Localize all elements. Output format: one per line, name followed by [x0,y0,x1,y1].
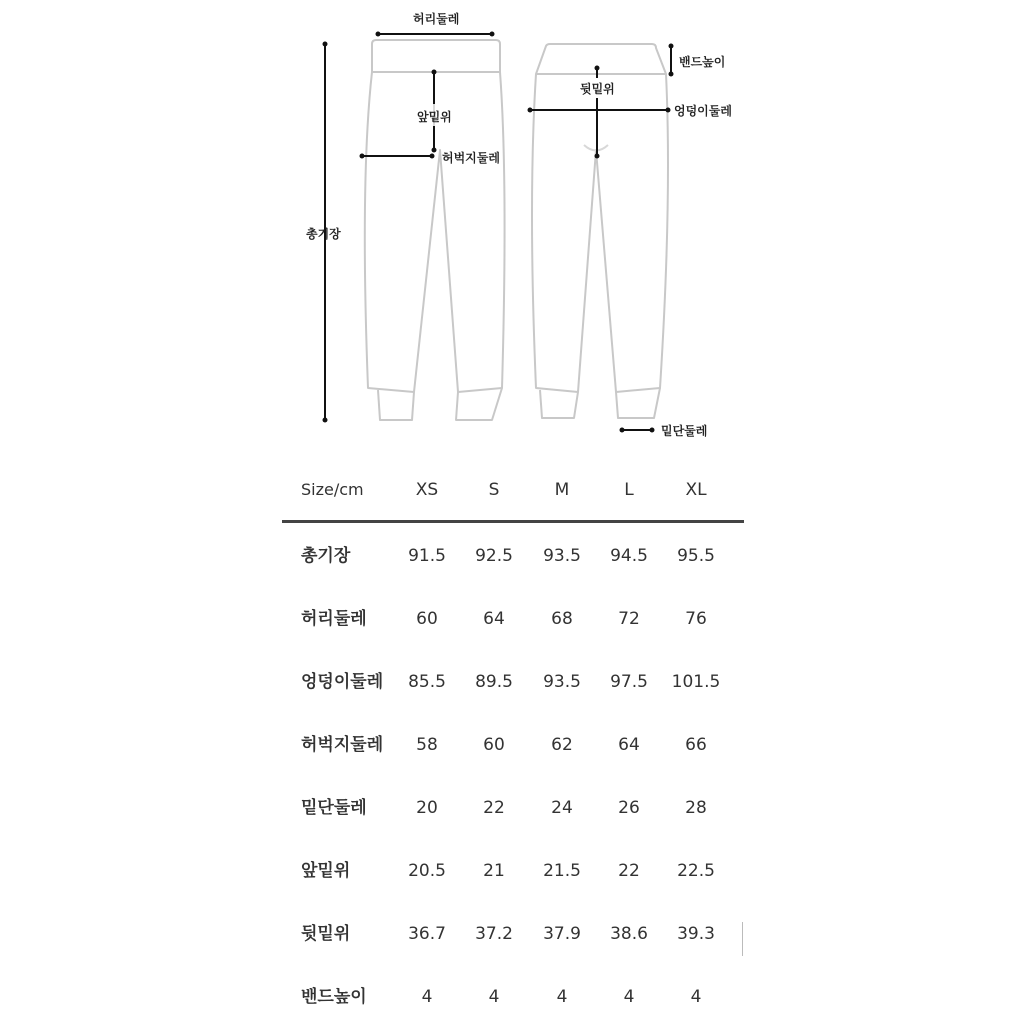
table-cell: 66 [685,735,707,755]
total-length-label: 총기장 [306,227,341,241]
back-view-pants [532,44,668,418]
table-cell: 91.5 [408,546,446,566]
table-cell: 64 [483,609,505,629]
table-cell: 94.5 [610,546,648,566]
table-row [282,599,744,639]
table-cell: 22 [618,861,640,881]
row-label: 밴드높이 [301,987,367,1007]
header-size-l: L [624,480,634,500]
table-cell: 62 [551,735,573,755]
table-row [282,788,744,828]
table-cell: 4 [623,987,635,1007]
thigh-label: 허벅지둘레 [442,151,500,165]
scroll-edge-mark [742,922,743,956]
row-label: 엉덩이둘레 [301,672,384,692]
table-cell: 60 [483,735,505,755]
table-cell: 68 [551,609,573,629]
row-label: 앞밑위 [301,861,351,881]
table-row [282,977,744,1017]
table-cell: 58 [416,735,438,755]
table-cell: 22.5 [677,861,715,881]
row-label: 밑단둘레 [301,798,367,818]
table-cell: 93.5 [543,546,581,566]
header-size-xl: XL [685,480,707,500]
table-cell: 4 [690,987,702,1007]
table-cell: 21.5 [543,861,581,881]
table-cell: 28 [685,798,707,818]
row-label: 허리둘레 [301,609,367,629]
table-cell: 20.5 [408,861,446,881]
table-row [282,725,744,765]
table-cell: 37.2 [475,924,513,944]
hem-label: 밑단둘레 [661,424,708,438]
table-cell: 38.6 [610,924,648,944]
table-cell: 64 [618,735,640,755]
table-row [282,851,744,891]
table-cell: 60 [416,609,438,629]
table-cell: 97.5 [610,672,648,692]
table-cell: 76 [685,609,707,629]
table-cell: 4 [421,987,433,1007]
header-size-xs: XS [415,480,439,500]
table-cell: 36.7 [408,924,446,944]
band-height-label: 밴드높이 [679,55,726,69]
table-row [282,914,744,954]
header-divider [282,520,744,523]
table-cell: 72 [618,609,640,629]
table-cell: 89.5 [475,672,513,692]
table-row [282,662,744,702]
table-cell: 22 [483,798,505,818]
table-cell: 92.5 [475,546,513,566]
pants-illustration [0,0,1024,450]
table-cell: 4 [488,987,500,1007]
table-cell: 21 [483,861,505,881]
table-cell: 93.5 [543,672,581,692]
table-cell: 24 [551,798,573,818]
table-cell: 101.5 [671,672,721,692]
table-cell: 95.5 [677,546,715,566]
measurement-diagram [0,0,1024,450]
back-rise-label: 뒷밑위 [580,82,615,96]
header-size-m: M [554,480,570,500]
row-label: 허벅지둘레 [301,735,384,755]
table-cell: 37.9 [543,924,581,944]
table-cell: 20 [416,798,438,818]
waist-label: 허리둘레 [413,12,460,26]
table-cell: 4 [556,987,568,1007]
table-row [282,536,744,576]
table-header-row [282,470,744,510]
header-size-unit-label: Size/cm [301,480,364,499]
row-label: 총기장 [301,546,351,566]
hip-label: 엉덩이둘레 [674,104,732,118]
table-cell: 85.5 [408,672,446,692]
row-label: 뒷밑위 [301,924,351,944]
header-size-s: S [488,480,500,500]
table-cell: 39.3 [677,924,715,944]
table-cell: 26 [618,798,640,818]
front-rise-label: 앞밑위 [417,110,452,124]
